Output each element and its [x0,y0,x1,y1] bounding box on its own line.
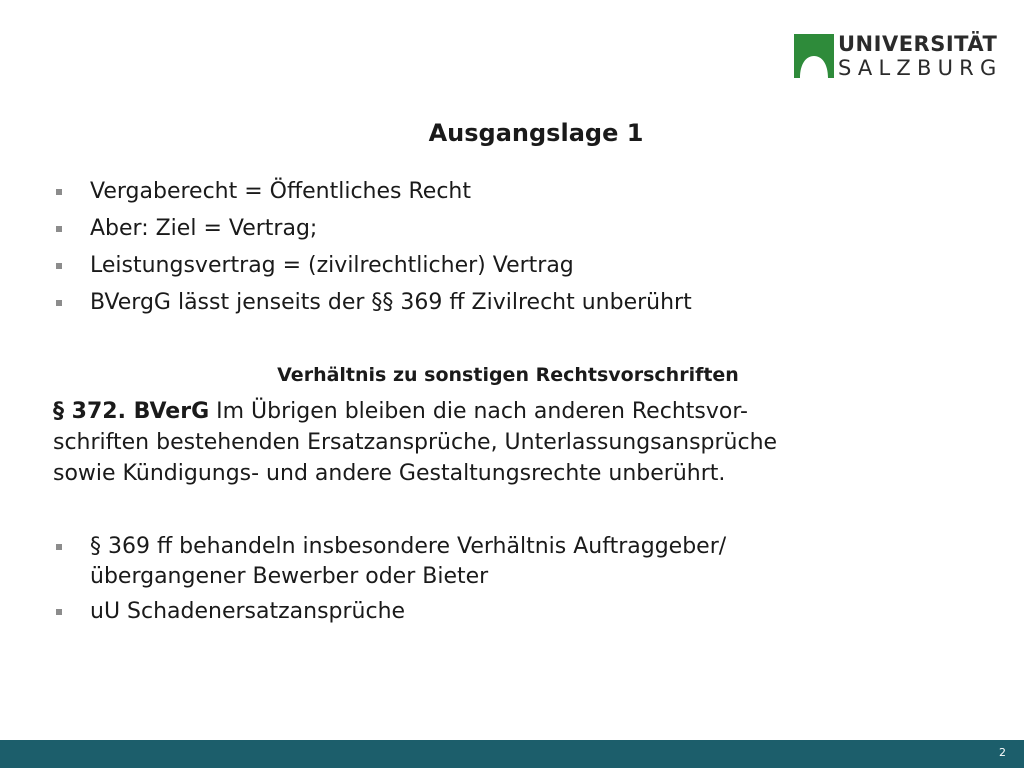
footer-bar [0,740,1024,768]
statute-line: schriften bestehenden Ersatzansprüche, Unterlassungsansprüche [53,430,778,455]
bullet-item [56,597,726,627]
statute-line: sowie Kündigungs- und andere Gestaltungsrechte unberührt. [53,461,726,486]
bullet-square-icon [56,226,62,232]
bullet-item [56,177,692,207]
statute-reference: § 372. BVerG [53,399,210,424]
statute-paragraph [53,396,983,489]
bullet-square-icon [56,544,62,550]
page-number: 2 [999,746,1006,759]
top-bullet-list [56,177,692,325]
bullet-square-icon [56,300,62,306]
bullet-item [56,288,692,318]
bullet-square-icon [56,189,62,195]
logo-line-1: UNIVERSITÄT [838,32,998,56]
statute-line [53,396,983,427]
bullet-text: Aber: Ziel = Vertrag; [90,216,318,241]
bullet-square-icon [56,263,62,269]
bullet-text: uU Schadenersatzansprüche [90,599,406,624]
bullet-square-icon [56,609,62,615]
university-logo [794,32,1003,80]
bullet-text: Leistungsvertrag = (zivilrechtlicher) Vertrag [90,253,574,278]
slide-title: Ausgangslage 1 [428,119,644,147]
bullet-text: Vergaberecht = Öffentliches Recht [90,179,471,204]
bottom-bullet-list [56,532,726,632]
bullet-text-continued: übergangener Bewerber oder Bieter [90,564,489,589]
bullet-item [56,532,726,592]
statute-text: Im Übrigen bleiben die nach anderen Rechtsvor- [209,399,748,424]
salzburg-logo-mark-icon [794,34,834,78]
bullet-text: BVergG lässt jenseits der §§ 369 ff Zivilrecht unberührt [90,290,692,315]
bullet-item [56,214,692,244]
logo-line-2: SALZBURG [838,56,1003,80]
bullet-item [56,251,692,281]
statute-heading: Verhältnis zu sonstigen Rechtsvorschriften [277,364,739,386]
bullet-text: § 369 ff behandeln insbesondere Verhältnis Auftraggeber/ [90,534,727,559]
